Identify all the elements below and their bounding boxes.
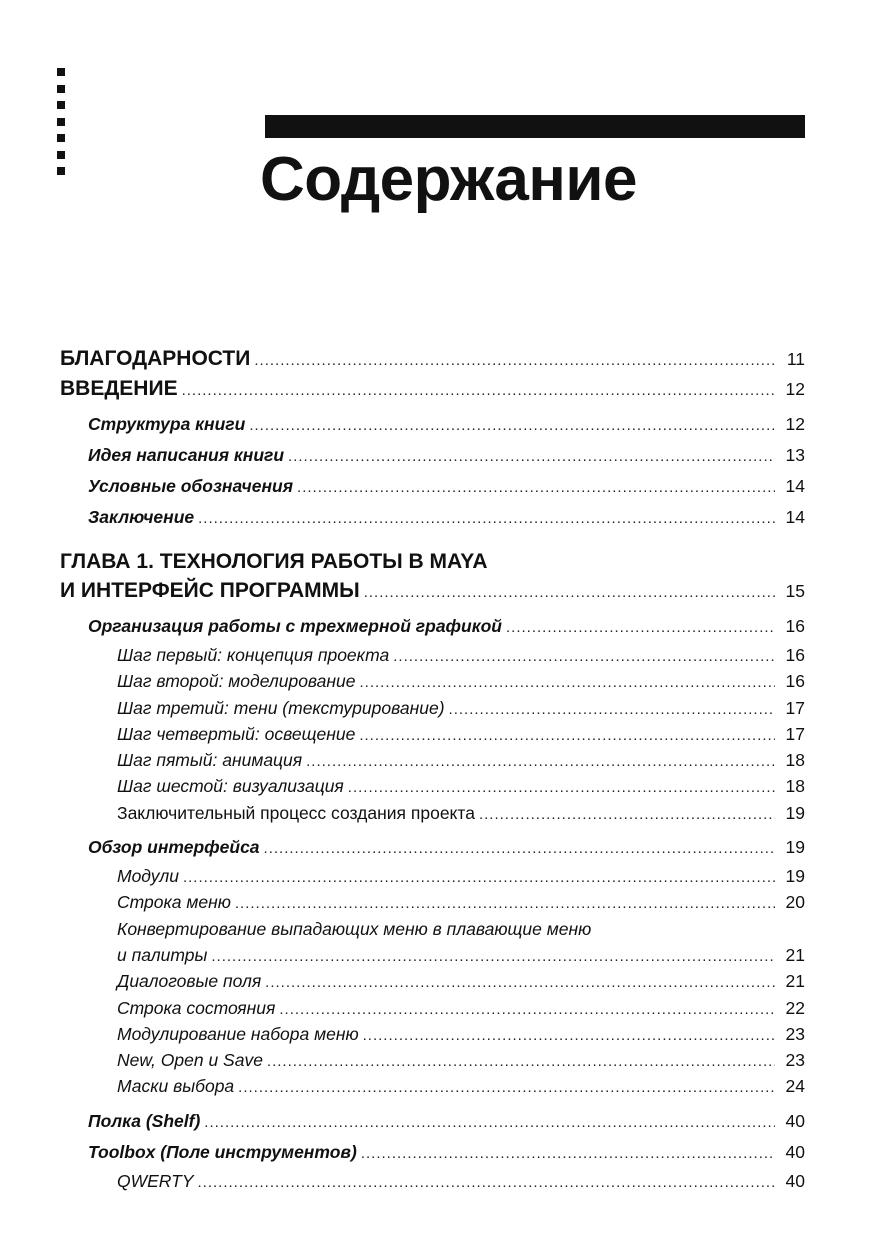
dot-leader xyxy=(183,863,775,889)
page-title: Содержание xyxy=(260,145,637,214)
toc-page-number: 11 xyxy=(786,349,805,369)
toc-entry-title: Шаг шестой: визуализация xyxy=(117,776,344,797)
toc-subsection-entry xyxy=(60,800,805,826)
toc-page-number: 40 xyxy=(785,1110,805,1131)
toc-page-number: 23 xyxy=(785,1050,805,1071)
toc-entry-title: и палитры xyxy=(117,944,208,965)
toc-entry-title: Маски выбора xyxy=(117,1076,235,1097)
toc-subsection-entry xyxy=(60,668,805,694)
toc-subsection-entry xyxy=(60,863,805,889)
toc-subsection-entry xyxy=(60,695,805,721)
toc-subsection-entry xyxy=(60,1168,805,1194)
toc-entry-title: И ИНТЕРФЕЙС ПРОГРАММЫ xyxy=(60,579,360,602)
dot-leader xyxy=(506,611,775,642)
toc-entry-title: Toolbox (Поле инструментов) xyxy=(88,1141,357,1162)
dot-leader xyxy=(393,642,775,668)
toc-entry-acknowledgements xyxy=(60,344,805,374)
toc-section-entry xyxy=(60,471,805,502)
toc-page-number: 19 xyxy=(785,802,805,823)
dot-leader xyxy=(198,502,775,533)
toc-page-number: 16 xyxy=(785,616,805,636)
toc-entry-title: БЛАГОДАРНОСТИ xyxy=(60,347,251,370)
toc-page-number: 40 xyxy=(785,1170,805,1191)
toc-page-number: 17 xyxy=(785,723,805,744)
toc-page-number: 19 xyxy=(785,866,805,887)
decorative-dot-column xyxy=(57,68,66,184)
toc-entry-title: Шаг первый: концепция проекта xyxy=(117,645,390,665)
toc-page-number: 22 xyxy=(785,997,805,1018)
toc-subsection-entry xyxy=(60,968,805,994)
dot-leader xyxy=(204,1106,775,1137)
toc-subsection-entry xyxy=(60,1073,805,1099)
toc-subsection-entry xyxy=(60,1021,805,1047)
toc-entry-title: Строка состояния xyxy=(117,997,276,1018)
toc-page-number: 18 xyxy=(785,750,805,771)
toc-page-number: 40 xyxy=(785,1141,805,1162)
dot-leader xyxy=(267,1047,775,1073)
dot-leader xyxy=(198,1168,776,1194)
toc-section-entry xyxy=(60,409,805,440)
dot-leader xyxy=(364,576,775,606)
toc-page-number: 14 xyxy=(785,507,805,527)
toc-entry-title: Обзор интерфейса xyxy=(88,837,260,858)
dot-leader xyxy=(363,1021,775,1047)
toc-section-entry xyxy=(60,440,805,471)
toc-entry-title: Организация работы с трехмерной графикой xyxy=(88,616,502,636)
toc-page-number: 12 xyxy=(785,379,805,399)
toc-entry-title: New, Open и Save xyxy=(117,1050,263,1071)
toc-entry-title: ВВЕДЕНИЕ xyxy=(60,377,178,400)
dot-leader xyxy=(288,440,775,471)
toc-subsection-entry xyxy=(60,995,805,1021)
toc-section-entry xyxy=(60,1137,805,1168)
toc-entry-title: Идея написания книги xyxy=(88,445,285,465)
toc-entry-title: Условные обозначения xyxy=(88,476,294,496)
toc-entry-title: QWERTY xyxy=(117,1170,194,1191)
toc-page-number: 20 xyxy=(785,892,805,913)
toc-page-number: 24 xyxy=(785,1076,805,1097)
dot-leader xyxy=(361,1137,775,1168)
dot-leader xyxy=(279,995,775,1021)
toc-section-entry xyxy=(60,502,805,533)
dot-leader xyxy=(249,409,775,440)
toc-page-number: 19 xyxy=(785,837,805,858)
dot-leader xyxy=(211,942,775,968)
toc-subsection-entry xyxy=(60,747,805,773)
dot-leader xyxy=(264,832,775,863)
toc-entry-title: Модули xyxy=(117,866,179,887)
toc-entry-title: Строка меню xyxy=(117,892,231,913)
table-of-contents xyxy=(60,344,805,1194)
toc-subsection-entry xyxy=(60,642,805,668)
toc-entry-title: Структура книги xyxy=(88,414,246,434)
toc-page-number: 21 xyxy=(785,971,805,992)
dot-leader xyxy=(254,344,775,374)
toc-page-number: 12 xyxy=(785,414,805,434)
toc-subsection-entry xyxy=(60,942,805,968)
toc-entry-title: Заключительный процесс создания проекта xyxy=(117,802,475,823)
dot-leader xyxy=(348,773,775,799)
toc-entry-chapter-1 xyxy=(60,576,805,606)
toc-page-number: 13 xyxy=(785,445,805,465)
toc-page-number: 15 xyxy=(785,581,805,601)
toc-entry-title: Шаг второй: моделирование xyxy=(117,671,356,692)
toc-entry-title: Шаг четвертый: освещение xyxy=(117,723,356,744)
toc-page-number: 17 xyxy=(785,697,805,718)
toc-page-number: 23 xyxy=(785,1023,805,1044)
toc-section-entry xyxy=(60,1106,805,1137)
toc-entry-title: Полка (Shelf) xyxy=(88,1110,201,1131)
dot-leader xyxy=(235,889,775,915)
dot-leader xyxy=(306,747,775,773)
toc-section-entry xyxy=(60,832,805,863)
toc-subsection-title-line-1: Конвертирование выпадающих меню в плавающие меню xyxy=(117,918,592,939)
dot-leader xyxy=(297,471,775,502)
toc-page-number: 21 xyxy=(785,944,805,965)
toc-subsection-entry xyxy=(60,721,805,747)
toc-entry-title: Шаг третий: тени (текстурирование) xyxy=(117,697,445,718)
toc-subsection-entry xyxy=(60,773,805,799)
toc-page-number: 14 xyxy=(785,476,805,496)
toc-subsection-entry xyxy=(60,1047,805,1073)
dot-leader xyxy=(479,800,775,826)
toc-section-entry xyxy=(60,611,805,642)
dot-leader xyxy=(359,721,775,747)
toc-page-number: 18 xyxy=(785,776,805,797)
dot-leader xyxy=(265,968,775,994)
toc-entry-title: Модулирование набора меню xyxy=(117,1023,359,1044)
toc-page-number: 16 xyxy=(785,645,805,665)
toc-page-number: 16 xyxy=(785,671,805,692)
dot-leader xyxy=(238,1073,775,1099)
toc-entry-title: Заключение xyxy=(88,507,195,527)
toc-subsection-entry xyxy=(60,889,805,915)
dot-leader xyxy=(182,374,775,404)
title-bar-decoration xyxy=(265,115,805,138)
toc-chapter-1-title-line-1: ГЛАВА 1. ТЕХНОЛОГИЯ РАБОТЫ В MAYA xyxy=(60,550,488,573)
dot-leader xyxy=(449,695,775,721)
toc-entry-introduction xyxy=(60,374,805,404)
dot-leader xyxy=(360,668,775,694)
toc-entry-title: Диалоговые поля xyxy=(117,971,262,992)
toc-entry-title: Шаг пятый: анимация xyxy=(117,750,303,771)
